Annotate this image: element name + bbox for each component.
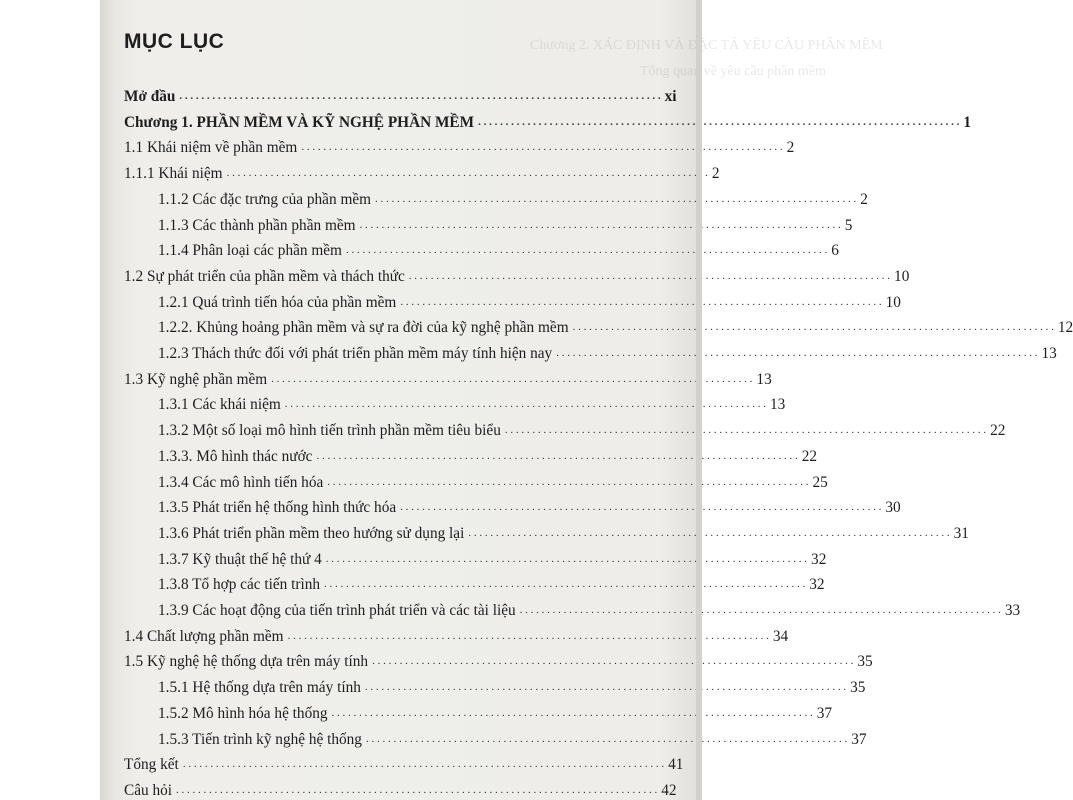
toc-entry	[100, 311, 1073, 337]
dot-leader	[327, 476, 808, 489]
toc-page-number: 22	[990, 422, 1006, 440]
toc-entry	[100, 388, 786, 414]
toc-entry-title: 1.3.7 Kỹ thuật thế hệ thứ 4	[158, 550, 322, 568]
dot-leader	[573, 321, 1054, 334]
toc-page-number: 35	[850, 679, 866, 697]
show-through-text: Chương 2. XÁC ĐỊNH VÀ ĐẶC TẢ YÊU CẦU PHẦN MỀM	[530, 38, 883, 53]
toc-entry-title: 1.3.2 Một số loại mô hình tiến trình phần mềm tiêu biểu	[158, 422, 501, 440]
toc-entry-title: 1.2 Sự phát triển của phần mềm và thách thức	[124, 267, 405, 285]
toc-entry-title: 1.5 Kỹ nghệ hệ thống dựa trên máy tính	[124, 653, 369, 671]
toc-page-number: 2	[860, 190, 868, 208]
toc-entry	[100, 286, 901, 312]
toc-page-number: 33	[1004, 602, 1021, 619]
toc-page-number: xi	[664, 88, 677, 105]
toc-page-number: 1	[963, 113, 971, 131]
dot-leader	[505, 424, 986, 437]
show-through-text: Tổng quan về yêu cầu phần mềm	[640, 64, 826, 79]
toc-page-number: 12	[1057, 319, 1073, 337]
toc-entry	[100, 106, 971, 132]
toc-page-number: 35	[857, 653, 873, 671]
toc-entry-title: 1.1 Khái niệm về phần mềm	[124, 139, 298, 157]
toc-entry-title: 1.1.3 Các thành phần phần mềm	[158, 216, 356, 234]
toc-entry	[100, 620, 789, 646]
toc-page-number: 32	[809, 576, 825, 594]
dot-leader	[227, 167, 708, 180]
toc-entry-title: 1.3.6 Phát triển phần mềm theo hướng sử dụng lại	[158, 524, 465, 542]
toc-entry-title: 1.2.2. Khủng hoảng phần mềm và sự ra đời của kỹ nghệ phần mềm	[158, 319, 569, 337]
toc-page-number: 22	[801, 447, 818, 465]
toc-entry	[100, 594, 1021, 620]
toc-page-number: 34	[772, 627, 789, 645]
dot-leader	[520, 604, 1001, 617]
toc-entry-title: 1.2.3 Thách thức đối với phát triển phần mềm máy tính hiện nay	[158, 345, 553, 362]
toc-entry	[100, 183, 868, 209]
toc-page-number: 41	[668, 756, 684, 774]
dot-leader	[478, 116, 959, 129]
toc-entry-title: 1.1.2 Các đặc trưng của phần mềm	[158, 190, 372, 208]
toc-entry	[100, 337, 1057, 363]
toc-entry	[100, 414, 1006, 440]
toc-page-number: 10	[885, 293, 901, 311]
toc-entry-title: 1.3.1 Các khái niệm	[158, 396, 281, 414]
toc-entry	[100, 774, 698, 800]
dot-leader	[375, 193, 856, 206]
toc-page-number: 2	[786, 139, 795, 157]
toc-entry	[100, 568, 825, 594]
toc-entry	[100, 131, 795, 157]
toc-entry-title: 1.3.3. Mô hình thác nước	[158, 447, 313, 465]
toc-entry	[100, 491, 901, 517]
toc-entry-title: 1.3.5 Phát triển hệ thống hình thức hóa	[158, 499, 397, 517]
toc-page-number: 32	[811, 550, 827, 568]
toc-entry	[100, 80, 698, 106]
toc-entry	[100, 234, 839, 260]
toc-entry-title: 1.3.9 Các hoạt động của tiến trình phát triển và các tài liệu	[158, 602, 516, 619]
toc-entry-title: Mở đầu	[124, 88, 176, 105]
toc-entry-title: 1.1.1 Khái niệm	[124, 165, 223, 183]
dot-leader	[326, 553, 807, 566]
toc-entry	[100, 671, 866, 697]
toc-entry	[100, 748, 698, 774]
toc-entry-title: 1.5.2 Mô hình hóa hệ thống	[158, 704, 328, 722]
toc-entry	[100, 209, 853, 235]
toc-page-number: 6	[831, 242, 839, 260]
toc-page-number: 13	[770, 396, 786, 414]
toc-entry	[100, 440, 818, 466]
dot-leader	[346, 244, 827, 257]
toc-entry	[100, 645, 873, 671]
book-page	[100, 0, 1073, 800]
toc-entry	[100, 543, 827, 569]
toc-entry-title: 1.3.4 Các mô hình tiến hóa	[158, 473, 324, 491]
dot-leader	[332, 707, 813, 720]
toc-entry	[100, 723, 867, 749]
toc-title: MỤC LỤC	[124, 30, 225, 53]
dot-leader	[324, 578, 805, 591]
dot-leader	[365, 681, 846, 694]
toc-entry	[100, 697, 833, 723]
dot-leader	[400, 296, 881, 309]
toc-entry-title: 1.3.8 Tổ hợp các tiến trình	[158, 576, 321, 594]
toc-entry-title: 1.1.4 Phân loại các phần mềm	[158, 242, 342, 260]
dot-leader	[183, 758, 664, 771]
dot-leader	[179, 90, 660, 103]
toc-entry	[100, 157, 720, 183]
dot-leader	[316, 450, 797, 463]
dot-leader	[366, 733, 847, 746]
toc-entry	[100, 517, 969, 543]
toc-entry-title: 1.3 Kỹ nghệ phần mềm	[124, 370, 268, 388]
page-edge-shadow	[696, 0, 702, 800]
dot-leader	[301, 141, 782, 154]
toc-entry	[100, 363, 772, 389]
dot-leader	[556, 347, 1037, 360]
toc-page-number: 5	[844, 216, 853, 234]
toc-page-number: 42	[661, 781, 677, 799]
toc-page-number: 31	[953, 524, 969, 542]
toc-page-number: 10	[894, 267, 910, 285]
toc-page-number: 30	[885, 499, 901, 517]
dot-leader	[176, 784, 657, 797]
dot-leader	[271, 373, 752, 386]
toc-entry-title: 1.2.1 Quá trình tiến hóa của phần mềm	[158, 293, 397, 311]
toc-entry	[100, 466, 828, 492]
dot-leader	[285, 398, 766, 411]
toc-page-number: 13	[1041, 345, 1057, 362]
dot-leader	[400, 501, 881, 514]
dot-leader	[360, 219, 841, 232]
toc-entry-title: Tổng kết	[124, 756, 179, 774]
toc-entry-title: Câu hỏi	[124, 781, 173, 799]
dot-leader	[409, 270, 890, 283]
dot-leader	[372, 655, 853, 668]
toc-page-number: 13	[756, 370, 772, 388]
dot-leader	[468, 527, 949, 540]
toc-entry-title: 1.5.3 Tiến trình kỹ nghệ hệ thống	[158, 730, 362, 748]
toc-page-number: 37	[816, 704, 833, 722]
toc-page-number: 37	[851, 730, 867, 748]
toc-page-number: 2	[711, 165, 720, 183]
toc-entry-title: 1.4 Chất lượng phần mềm	[124, 627, 284, 645]
toc-entry	[100, 260, 910, 286]
toc-entry-title: 1.5.1 Hệ thống dựa trên máy tính	[158, 679, 361, 697]
toc-page-number: 25	[812, 473, 828, 491]
toc-entry-title: Chương 1. PHẦN MỀM VÀ KỸ NGHỆ PHẦN MỀM	[124, 113, 475, 131]
